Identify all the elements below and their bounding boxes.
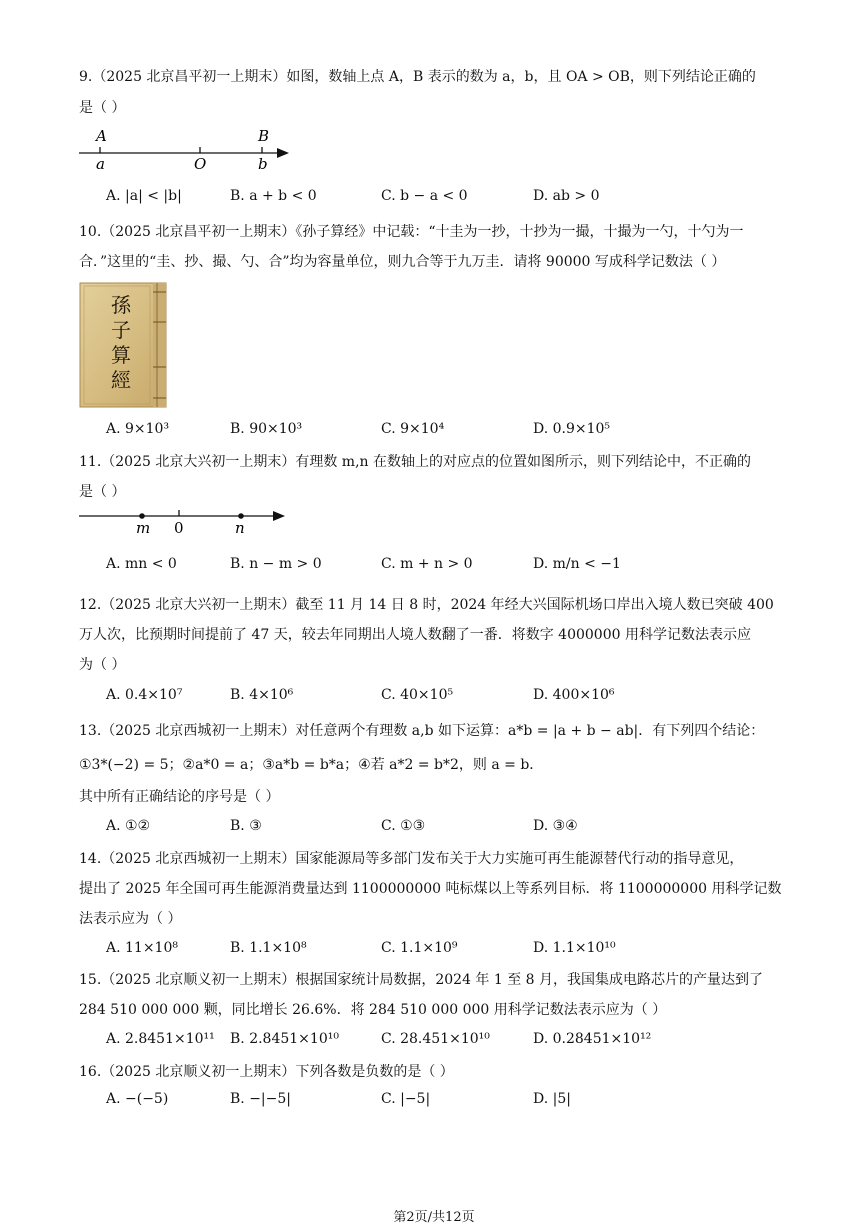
q10-options [106, 421, 826, 441]
q15-stem-line1: 15.（2025 北京顺义初一上期末）根据国家统计局数据，2024 年 1 至 8 月，我国集成电路芯片的产量达到了 [79, 972, 764, 988]
q14-options [106, 940, 826, 960]
q11-stem-line1: 11.（2025 北京大兴初一上期末）有理数 m,n 在数轴上的对应点的位置如图所示，则下列结论中，不正确的 [79, 454, 751, 470]
q13-option-c[interactable]: C. ①③ [381, 818, 426, 834]
q9-label-B: B [258, 127, 270, 145]
q10-stem-line2: 合．”这里的“圭、抄、撮、勺、合”均为容量单位，则九合等于九万圭．请将 90000 写成科学记数法（ ） [79, 254, 726, 270]
q13-stem-line2: ①3*(−2) = 5；②a*0 = a；③a*b = b*a；④若 a*2 = b*2，则 a = b． [79, 757, 544, 773]
q10-option-b[interactable]: B. 90×10³ [230, 421, 303, 437]
q12-option-a[interactable]: A. 0.4×10⁷ [106, 687, 183, 703]
q9-label-a: a [96, 155, 105, 173]
q9-label-O: O [194, 155, 207, 173]
q15-stem-line2: 284 510 000 000 颗，同比增长 26.6%．将 284 510 000 000 用科学记数法表示应为（ ） [79, 1002, 667, 1018]
q12-stem-line3: 为（ ） [79, 657, 126, 673]
q15-option-b[interactable]: B. 2.8451×10¹⁰ [230, 1031, 339, 1047]
q13-option-a[interactable]: A. ①② [106, 818, 151, 834]
q13-option-d[interactable]: D. ③④ [533, 818, 578, 834]
q16-option-c[interactable]: C. |−5| [381, 1091, 431, 1107]
q9-options [106, 188, 826, 208]
q11-options [106, 556, 826, 576]
q14-option-a[interactable]: A. 11×10⁸ [106, 940, 178, 956]
q9-label-A: A [96, 127, 107, 145]
q16-option-b[interactable]: B. −|−5| [230, 1091, 291, 1107]
q12-stem-line2: 万人次，比预期时间提前了 47 天，较去年同期出人境人数翻了一番．将数字 4000000 用科学记数法表示应 [79, 627, 751, 643]
q14-option-b[interactable]: B. 1.1×10⁸ [230, 940, 307, 956]
q12-option-d[interactable]: D. 400×10⁶ [533, 687, 615, 703]
q16-stem-line1: 16.（2025 北京顺义初一上期末）下列各数是负数的是（ ） [79, 1064, 454, 1080]
sunzi-suanjing-book-image [79, 282, 169, 408]
q16-option-a[interactable]: A. −(−5) [106, 1091, 169, 1107]
q9-option-b[interactable]: B. a + b < 0 [230, 188, 317, 204]
q9-option-c[interactable]: C. b − a < 0 [381, 188, 468, 204]
q10-option-a[interactable]: A. 9×10³ [106, 421, 170, 437]
q11-stem-line2: 是（ ） [79, 484, 126, 500]
q14-option-c[interactable]: C. 1.1×10⁹ [381, 940, 458, 956]
book-title-char-4: 經 [111, 368, 131, 392]
book-title-char-3: 算 [111, 343, 131, 367]
q14-stem-line2: 提出了 2025 年全国可再生能源消费量达到 1100000000 吨标煤以上等系列目标．将 1100000000 用科学记数 [79, 881, 782, 897]
page-footer: 第2页/共12页 [393, 1210, 475, 1225]
q12-options [106, 687, 826, 707]
q11-option-b[interactable]: B. n − m > 0 [230, 556, 322, 572]
q11-number-line [75, 504, 290, 536]
q11-label-n: n [235, 519, 245, 536]
q14-option-d[interactable]: D. 1.1×10¹⁰ [533, 940, 616, 956]
q9-option-a[interactable]: A. |a| < |b| [106, 188, 182, 204]
q11-option-c[interactable]: C. m + n > 0 [381, 556, 473, 572]
q12-option-c[interactable]: C. 40×10⁵ [381, 687, 454, 703]
q15-option-c[interactable]: C. 28.451×10¹⁰ [381, 1031, 490, 1047]
q13-stem-line3: 其中所有正确结论的序号是（ ） [79, 789, 280, 805]
q13-option-b[interactable]: B. ③ [230, 818, 262, 834]
q11-option-a[interactable]: A. mn < 0 [106, 556, 177, 572]
q16-options [106, 1091, 826, 1111]
q9-number-line [75, 124, 295, 174]
q11-option-d[interactable]: D. m/n < −1 [533, 556, 621, 572]
book-title-char-1: 孫 [111, 293, 131, 317]
q13-options [106, 818, 826, 838]
q9-label-b: b [258, 155, 268, 173]
q14-stem-line3: 法表示应为（ ） [79, 911, 182, 927]
q15-option-d[interactable]: D. 0.28451×10¹² [533, 1031, 652, 1047]
q12-option-b[interactable]: B. 4×10⁶ [230, 687, 294, 703]
q16-option-d[interactable]: D. |5| [533, 1091, 571, 1107]
q10-option-c[interactable]: C. 9×10⁴ [381, 421, 445, 437]
q14-stem-line1: 14.（2025 北京西城初一上期末）国家能源局等多部门发布关于大力实施可再生能源替代行动的指导意见， [79, 851, 744, 867]
q10-option-d[interactable]: D. 0.9×10⁵ [533, 421, 611, 437]
book-title-char-2: 子 [111, 318, 131, 342]
q11-label-m: m [136, 519, 151, 536]
q15-options [106, 1031, 826, 1051]
q13-stem-line1: 13.（2025 北京西城初一上期末）对任意两个有理数 a,b 如下运算：a*b = |a + b − ab|．有下列四个结论： [79, 723, 765, 739]
q9-option-d[interactable]: D. ab > 0 [533, 188, 600, 204]
q9-stem-line1: 9.（2025 北京昌平初一上期末）如图，数轴上点 A，B 表示的数为 a，b，且 OA > OB，则下列结论正确的 [79, 69, 756, 85]
q12-stem-line1: 12.（2025 北京大兴初一上期末）截至 11 月 14 日 8 时，2024 年经大兴国际机场口岸出入境人数已突破 400 [79, 597, 774, 613]
q11-label-0: 0 [174, 519, 184, 536]
q10-stem-line1: 10.（2025 北京昌平初一上期末）《孙子算经》中记载：“十圭为一抄，十抄为一撮，十撮为一勺，十勺为一 [79, 224, 744, 240]
q15-option-a[interactable]: A. 2.8451×10¹¹ [106, 1031, 215, 1047]
q9-stem-line2: 是（ ） [79, 100, 126, 116]
